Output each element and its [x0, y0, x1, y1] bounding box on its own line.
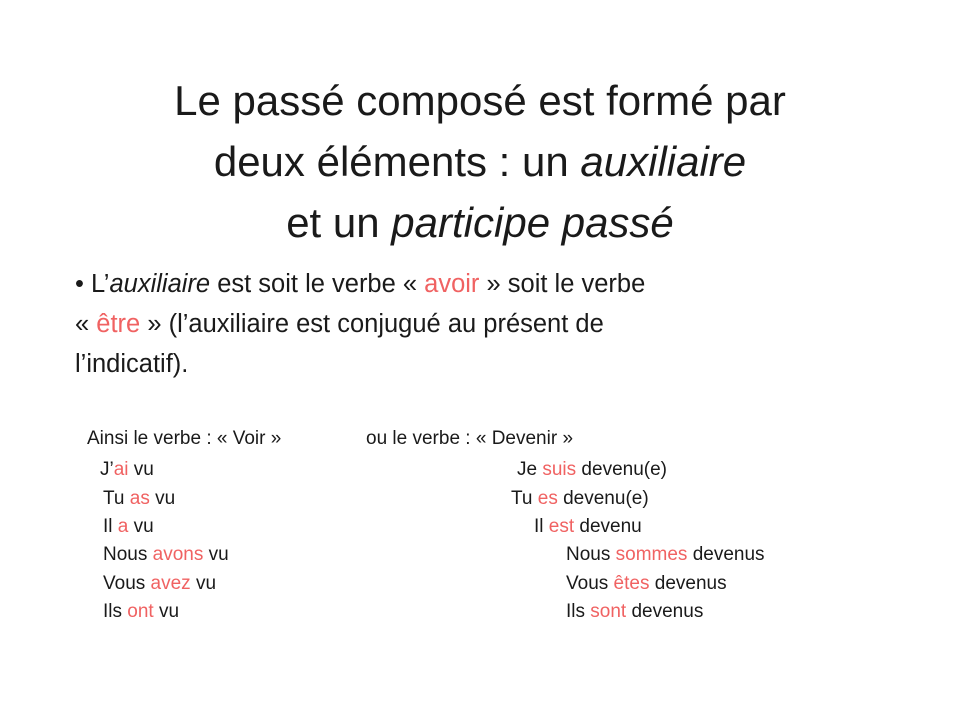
devenir-row — [511, 487, 649, 511]
voir-row — [103, 543, 229, 567]
title-text: et un — [286, 199, 392, 246]
voir-row — [103, 600, 179, 624]
auxiliary-form: sommes — [615, 544, 688, 565]
bullet-point — [75, 264, 835, 384]
auxiliary-form: a — [117, 516, 129, 537]
participle: vu — [128, 459, 154, 480]
bullet-mark: • — [75, 270, 84, 298]
pronoun: Vous — [103, 573, 151, 594]
bullet-line-1 — [75, 264, 835, 304]
auxiliary-form: ont — [127, 601, 154, 622]
pronoun: J’ — [100, 459, 114, 480]
slide-title — [0, 70, 960, 253]
title-term-participe: participe passé — [391, 199, 674, 246]
participle: devenu(e) — [557, 488, 649, 509]
pronoun: Vous — [566, 573, 614, 594]
devenir-row — [534, 515, 642, 539]
participle: vu — [149, 488, 176, 509]
auxiliary-form: suis — [542, 459, 577, 480]
pronoun: Nous — [103, 544, 153, 565]
participle: vu — [203, 544, 229, 565]
participle: vu — [190, 573, 217, 594]
pronoun: Ils — [103, 601, 128, 622]
participle: devenus — [626, 601, 704, 622]
devenir-row — [517, 458, 667, 482]
title-line-3 — [0, 192, 960, 253]
title-line-2 — [0, 131, 960, 192]
voir-heading: Ainsi le verbe : « Voir » — [87, 428, 282, 449]
auxiliary-form: est — [548, 516, 575, 537]
bullet-text: » (l’auxiliaire est conjugué au présent de — [140, 310, 604, 338]
pronoun: Je — [517, 459, 543, 480]
voir-row — [103, 572, 216, 596]
devenir-row — [566, 543, 765, 567]
devenir-heading: ou le verbe : « Devenir » — [366, 428, 574, 449]
voir-row — [103, 515, 154, 539]
voir-row — [103, 487, 175, 511]
pronoun: Il — [534, 516, 549, 537]
pronoun: Il — [103, 516, 118, 537]
bullet-text: L’ — [91, 270, 110, 298]
title-term-auxiliaire: auxiliaire — [580, 138, 747, 185]
bullet-highlight: être — [96, 310, 141, 338]
bullet-line-2 — [75, 304, 835, 344]
auxiliary-form: sont — [590, 601, 627, 622]
auxiliary-form: as — [129, 488, 150, 509]
auxiliary-form: es — [537, 488, 558, 509]
bullet-highlight: avoir — [424, 270, 480, 298]
participle: devenus — [687, 544, 765, 565]
devenir-row — [566, 572, 727, 596]
title-line-1: Le passé composé est formé par — [174, 77, 786, 124]
pronoun: Ils — [566, 601, 591, 622]
participle: devenu(e) — [576, 459, 667, 480]
bullet-text: « — [75, 310, 97, 338]
auxiliary-form: avons — [152, 544, 204, 565]
bullet-text: » soit le verbe — [479, 270, 646, 298]
bullet-line-3: l’indicatif). — [75, 350, 189, 378]
auxiliary-form: êtes — [613, 573, 650, 594]
pronoun: Tu — [103, 488, 130, 509]
participle: vu — [128, 516, 154, 537]
bullet-text: est soit le verbe « — [210, 270, 425, 298]
participle: devenus — [649, 573, 727, 594]
devenir-row — [566, 600, 703, 624]
participle: devenu — [574, 516, 642, 537]
pronoun: Tu — [511, 488, 538, 509]
auxiliary-form: avez — [150, 573, 191, 594]
pronoun: Nous — [566, 544, 616, 565]
voir-row — [100, 458, 154, 482]
bullet-term: auxiliaire — [109, 270, 211, 298]
auxiliary-form: ai — [113, 459, 129, 480]
title-text: deux éléments : un — [213, 138, 581, 185]
participle: vu — [153, 601, 180, 622]
